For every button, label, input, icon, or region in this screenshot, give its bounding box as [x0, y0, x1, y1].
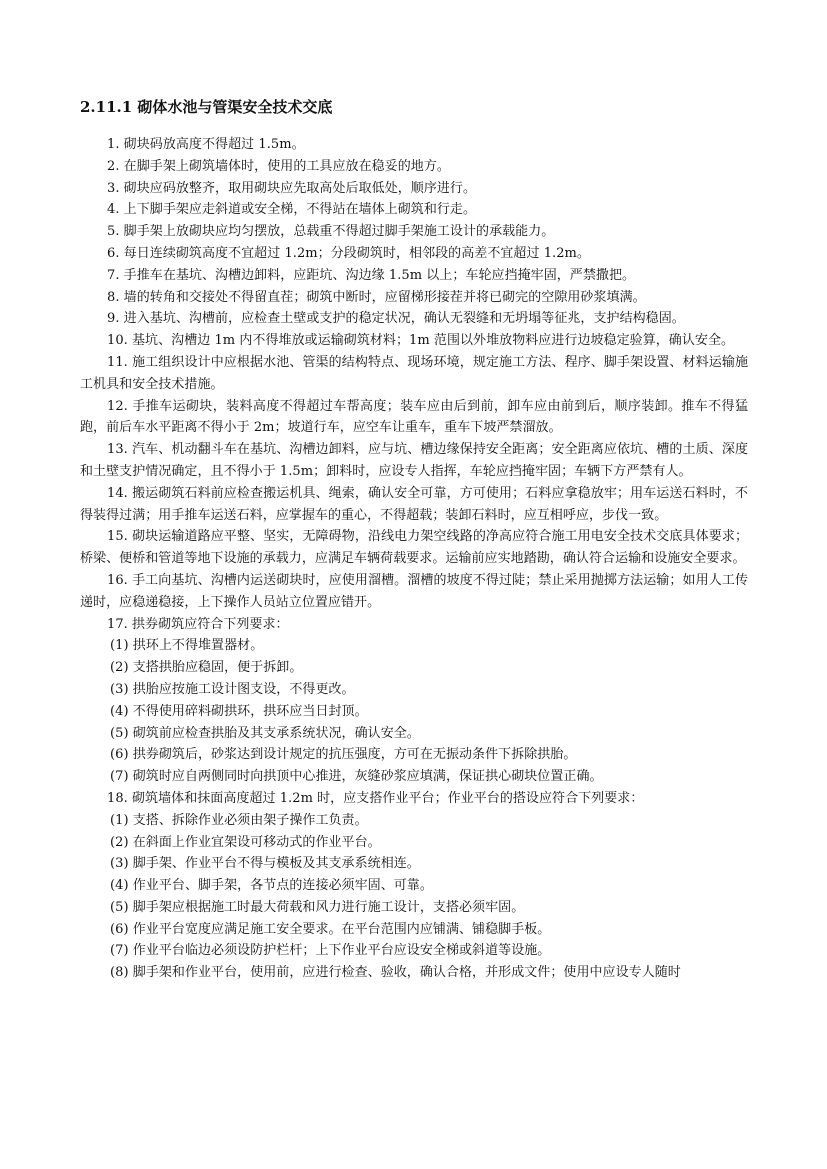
list-item-14: 14. 搬运砌筑石料前应检查搬运机具、绳索，确认安全可靠，方可使用；石料应拿稳放牢；用车运送石料时，不得装得过满；用手推车运送石料，应掌握车的重心，不得超载；装卸石料时，应互相呼应，步伐一致。	[80, 485, 748, 523]
sub-item-18-5: (5) 脚手架应根据施工时最大荷载和风力进行施工设计，支搭必须牢固。	[110, 899, 525, 915]
sub-item-17-5: (5) 砌筑前应检查拱胎及其支承系统状况，确认安全。	[110, 725, 420, 741]
sub-item-18-6: (6) 作业平台宽度应满足施工安全要求。在平台范围内应铺满、铺稳脚手板。	[110, 921, 551, 937]
sub-item-17-1: (1) 拱环上不得堆置器材。	[110, 638, 264, 654]
sub-item-17-3: (3) 拱胎应按施工设计图支设，不得更改。	[110, 681, 355, 697]
sub-item-18-8: (8) 脚手架和作业平台，使用前，应进行检查、验收，确认合格，并形成文件；使用中应设专人随时	[110, 965, 681, 981]
list-item-6: 6. 每日连续砌筑高度不宜超过 1.2m；分段砌筑时，相邻段的高差不宜超过 1.2m。	[107, 245, 590, 261]
list-item-3: 3. 砌块应码放整齐，取用砌块应先取高处后取低处，顺序进行。	[107, 180, 477, 196]
sub-item-17-2: (2) 支搭拱胎应稳固，便于拆卸。	[110, 660, 303, 676]
list-item-7: 7. 手推车在基坑、沟槽边卸料，应距坑、沟边缘 1.5m 以上；车轮应挡掩牢固，严禁撒把。	[107, 267, 636, 283]
list-item-4: 4. 上下脚手架应走斜道或安全梯，不得站在墙体上砌筑和行走。	[107, 202, 477, 218]
list-item-9: 9. 进入基坑、沟槽前，应检查土壁或支护的稳定状况，确认无裂缝和无坍塌等征兆，支护结构稳固。	[107, 311, 685, 327]
section-heading: 2.11.1 砌体水池与管渠安全技术交底	[80, 98, 333, 116]
list-item-17: 17. 拱券砌筑应符合下列要求：	[107, 616, 289, 632]
sub-item-18-4: (4) 作业平台、脚手架，各节点的连接必须牢固、可靠。	[110, 878, 433, 894]
list-item-15: 15. 砌块运输道路应平整、坚实，无障碍物，沿线电力架空线路的净高应符合施工用电安全技术交底具体要求；桥梁、便桥和管道等地下设施的承载力，应满足车辆荷载要求。运输前应实地踏勘，确认符合运输和设施安全要求。	[80, 529, 748, 567]
sub-item-17-4: (4) 不得使用碎料砌拱环，拱环应当日封顶。	[110, 703, 368, 719]
sub-item-17-6: (6) 拱券砌筑后，砂浆达到设计规定的抗压强度，方可在无振动条件下拆除拱胎。	[110, 747, 577, 763]
document-body	[80, 134, 748, 984]
list-item-2: 2. 在脚手架上砌筑墙体时，使用的工具应放在稳妥的地方。	[107, 158, 450, 174]
list-item-5: 5. 脚手架上放砌块应均匀摆放，总载重不得超过脚手架施工设计的承载能力。	[107, 224, 555, 240]
list-item-13: 13. 汽车、机动翻斗车在基坑、沟槽边卸料，应与坑、槽边缘保持安全距离；安全距离应依坑、槽的土质、深度和土壁支护情况确定，且不得小于 1.5m；卸料时，应设专人指挥，车轮应挡掩牢固；车辆下方严禁有人。	[80, 442, 748, 479]
list-item-18: 18. 砌筑墙体和抹面高度超过 1.2m 时，应支搭作业平台；作业平台的搭设应符合下列要求：	[107, 790, 644, 806]
list-item-16: 16. 手工向基坑、沟槽内运送砌块时，应使用溜槽。溜槽的坡度不得过陡；禁止采用抛掷方法运输；如用人工传递时，应稳递稳接，上下操作人员站立位置应错开。	[80, 572, 748, 610]
sub-item-18-3: (3) 脚手架、作业平台不得与模板及其支承系统相连。	[110, 856, 420, 872]
list-item-11: 11. 施工组织设计中应根据水池、管渠的结构特点、现场环境，规定施工方法、程序、脚手架设置、材料运输施工机具和安全技术措施。	[80, 354, 748, 392]
sub-item-18-2: (2) 在斜面上作业宜架设可移动式的作业平台。	[110, 834, 381, 850]
list-item-10: 10. 基坑、沟槽边 1m 内不得堆放或运输砌筑材料；1m 范围以外堆放物料应进行边坡稳定验算，确认安全。	[107, 333, 735, 349]
sub-item-18-1: (1) 支搭、拆除作业必须由架子操作工负责。	[110, 812, 368, 828]
sub-item-18-7: (7) 作业平台临边必须设防护栏杆；上下作业平台应设安全梯或斜道等设施。	[110, 943, 551, 959]
list-item-1: 1. 砌块码放高度不得超过 1.5m。	[107, 137, 305, 152]
sub-item-17-7: (7) 砌筑时应自两侧同时向拱顶中心推进，灰缝砂浆应填满，保证拱心砌块位置正确。	[110, 769, 603, 785]
list-item-8: 8. 墙的转角和交接处不得留直茬；砌筑中断时，应留梯形接茬并将已砌完的空隙用砂浆填满。	[107, 289, 646, 305]
list-item-12: 12. 手推车运砌块，装料高度不得超过车帮高度；装车应由后到前，卸车应由前到后，顺序装卸。推车不得猛跑，前后车水平距离不得小于 2m；坡道行车，应空车让重车，重车下坡严禁溜放。	[80, 398, 748, 436]
